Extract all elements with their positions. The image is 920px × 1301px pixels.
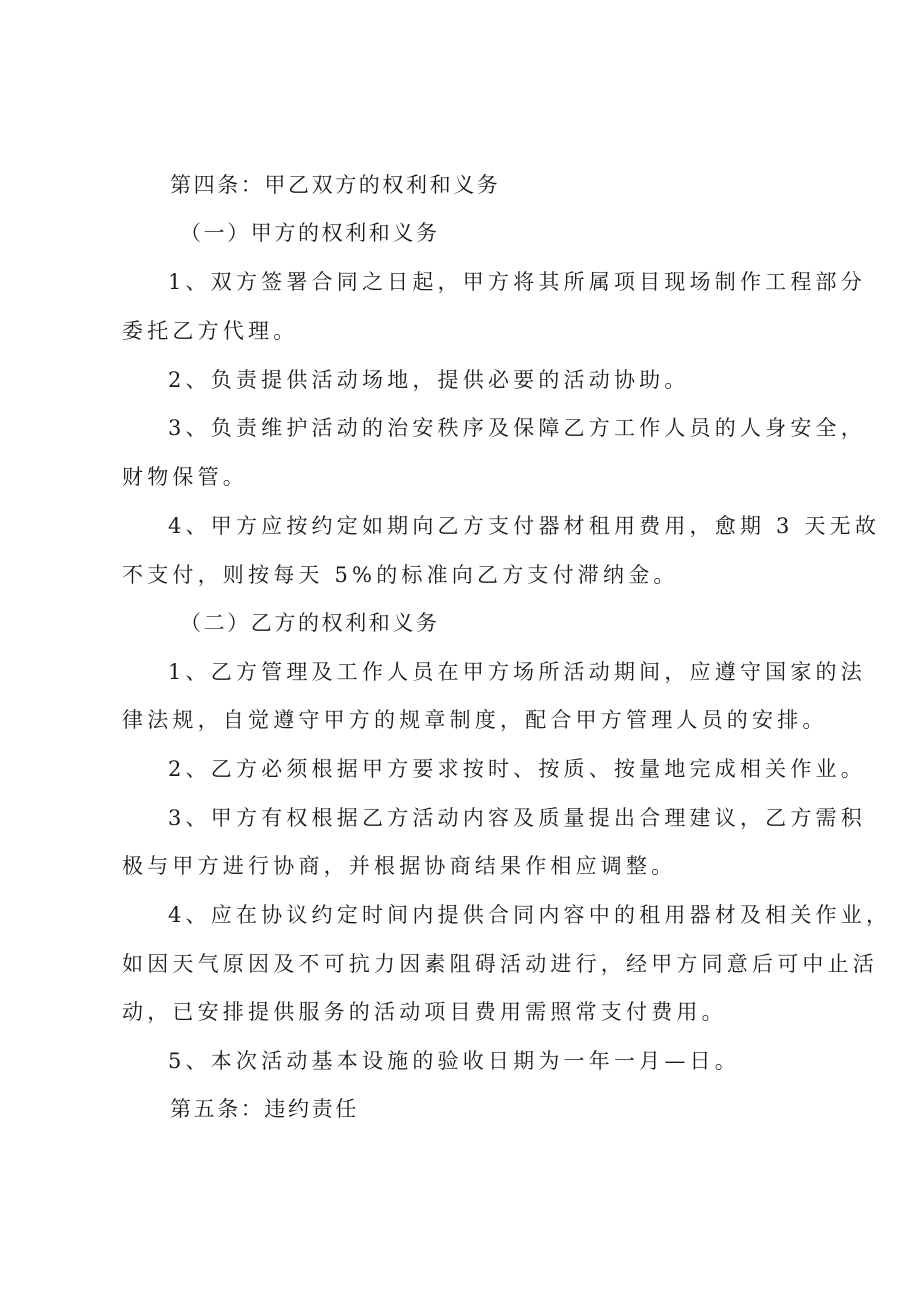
party-a-item-2: 2、负责提供活动场地，提供必要的活动协助。 — [168, 368, 690, 392]
party-b-item-3-line-2: 极与甲方进行协商，并根据协商结果作相应调整。 — [122, 854, 677, 878]
article-4-title: 第四条：甲乙双方的权利和义务 — [170, 173, 501, 197]
party-a-item-3-line-2: 财物保管。 — [122, 465, 248, 489]
party-b-heading: （二）乙方的权利和义务 — [180, 611, 440, 635]
party-b-item-2: 2、乙方必须根据甲方要求按时、按质、按量地完成相关作业。 — [168, 757, 866, 781]
party-a-item-4-line-1: 4、甲方应按约定如期向乙方支付器材租用费用，愈期 3 天无故 — [168, 514, 881, 538]
party-b-item-4-line-2: 如因天气原因及不可抗力因素阻碍活动进行，经甲方同意后可中止活 — [122, 952, 878, 976]
party-b-item-3-line-1: 3、甲方有权根据乙方活动内容及质量提出合理建议，乙方需积 — [168, 806, 866, 830]
party-a-item-1-line-2: 委托乙方代理。 — [122, 319, 299, 343]
party-a-item-3-line-1: 3、负责维护活动的治安秩序及保障乙方工作人员的人身安全， — [168, 416, 866, 440]
party-b-item-1-line-1: 1、乙方管理及工作人员在甲方场所活动期间，应遵守国家的法 — [168, 660, 866, 684]
party-a-item-1-line-1: 1、双方签署合同之日起，甲方将其所属项目现场制作工程部分 — [168, 270, 866, 294]
party-a-heading: （一）甲方的权利和义务 — [180, 221, 440, 245]
article-5-title: 第五条：违约责任 — [170, 1097, 359, 1121]
party-b-item-4-line-3: 动，已安排提供服务的活动项目费用需照常支付费用。 — [122, 1000, 727, 1024]
party-b-item-4-line-1: 4、应在协议约定时间内提供合同内容中的租用器材及相关作业， — [168, 903, 892, 927]
party-b-item-5: 5、本次活动基本设施的验收日期为一年一月—日。 — [168, 1049, 740, 1073]
party-a-item-4-line-2: 不支付，则按每天 5%的标准向乙方支付滞纳金。 — [122, 563, 679, 587]
party-b-item-1-line-2: 律法规，自觉遵守甲方的规章制度，配合甲方管理人员的安排。 — [122, 708, 828, 732]
